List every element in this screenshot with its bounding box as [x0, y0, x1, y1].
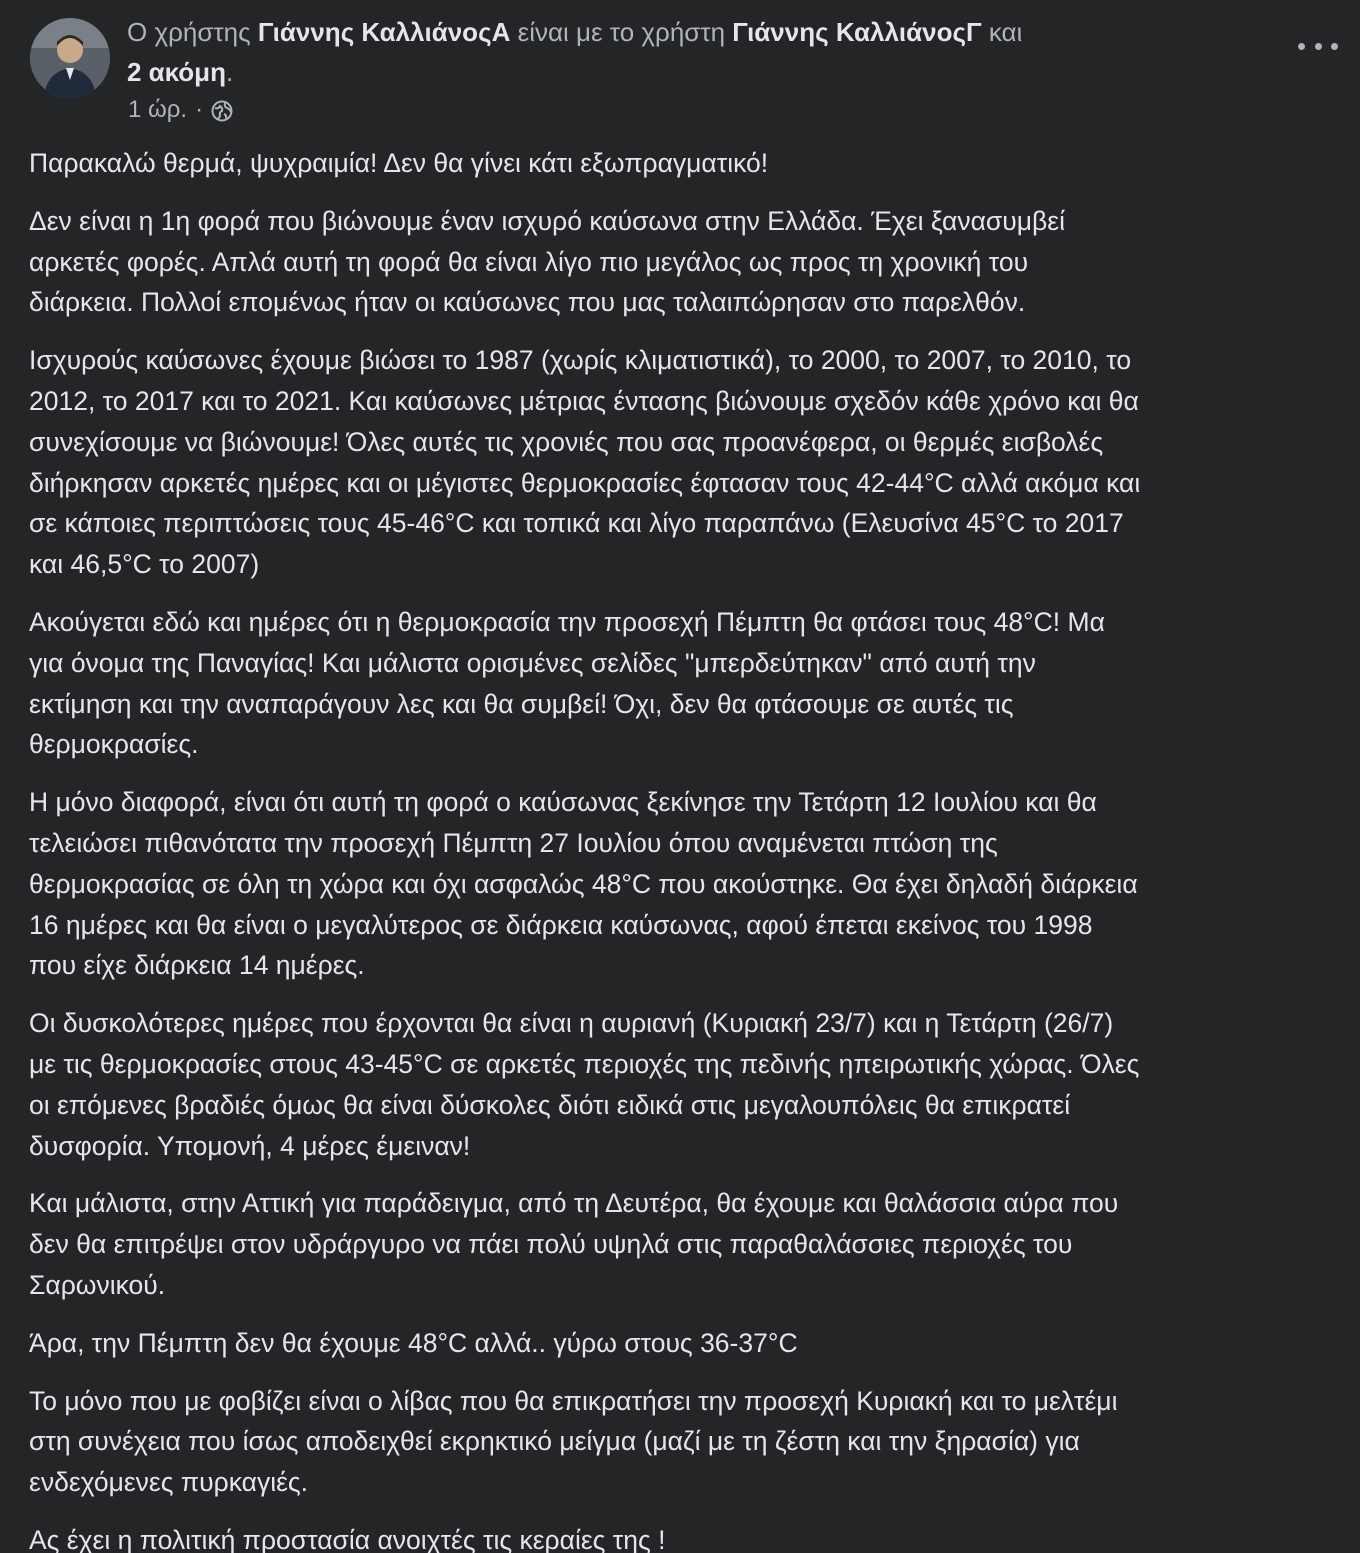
more-dot: [1315, 43, 1322, 50]
post-headline: [127, 12, 1227, 92]
meta-separator: ·: [195, 96, 204, 123]
post-paragraph: Το μόνο που με φοβίζει είναι ο λίβας που θα επικρατήσει την προσεχή Κυριακή και το μελτέμι στη συνέχεια που ίσως αποδειχθεί εκρηκτικό μείγμα (μαζί με τη ζέστη και την ξηρασία) για ενδεχόμενες πυρκαγιές.: [29, 1385, 1118, 1498]
post-paragraph: Ισχυρούς καύσωνες έχουμε βιώσει το 1987 (χωρίς κλιματιστικά), το 2000, το 2007, το 2010, το 2012, το 2017 και το 2021. Και καύσωνες μέτριας έντασης βιώνουμε σχεδόν κάθε χρόνο και θα συνεχίσουμε να βιώνουμε! Όλες αυτές τις χρονιές που σας προανέφερα, οι θερμές εισβολές διήρκησαν αρκετές ημέρες και οι μέγιστες θερμοκρασίες έφτασαν τους 42-44°C αλλά ακόμα και σε κάποιες περιπτώσεις τους 45-46°C και τοπικά και λίγο παραπάνω (Ελευσίνα 45°C το 2017 και 46,5°C το 2007): [29, 345, 1141, 580]
post-paragraph: Ας έχει η πολιτική προστασία ανοιχτές τις κεραίες της !: [29, 1524, 666, 1553]
more-dot: [1331, 43, 1338, 50]
post-paragraph: Η μόνο διαφορά, είναι ότι αυτή τη φορά ο καύσωνας ξεκίνησε την Τετάρτη 12 Ιουλίου και θα τελειώσει πιθανότατα την προσεχή Πέμπτη 27 Ιουλίου όπου αναμένεται πτώση της θερμοκρασίας σε όλη τη χώρα και όχι ασφαλώς 48°C που ακούστηκε. Θα έχει δηλαδή διάρκεια 16 ημέρες και θα είναι ο μεγαλύτερος σε διάρκεια καύσωνας, αφού έπεται εκείνος του 1998 που είχε διάρκεια 14 ημέρες.: [29, 787, 1138, 981]
post-paragraph: Οι δυσκολότερες ημέρες που έρχονται θα είναι η αυριανή (Κυριακή 23/7) και η Τετάρτη (26/7) με τις θερμοκρασίες στους 43-45°C σε αρκετές περιοχές της πεδινής ηπειρωτικής χώρας. Όλες οι επόμενες βραδιές όμως θα είναι δύσκολες διότι ειδικά στις μεγαλουπόλεις θα επικρατεί δυσφορία. Υπομονή, 4 μέρες έμειναν!: [29, 1008, 1140, 1161]
post-paragraph: Παρακαλώ θερμά, ψυχραιμία! Δεν θα γίνει κάτι εξωπραγματικό!: [29, 148, 769, 178]
headline-period: .: [225, 57, 234, 87]
headline-middle: είναι με το χρήστη: [510, 17, 733, 47]
post-body: [29, 143, 1349, 1553]
headline-and: και: [981, 17, 1023, 47]
post-paragraph: Δεν είναι η 1η φορά που βιώνουμε έναν ισχυρό καύσωνα στην Ελλάδα. Έχει ξανασυμβεί αρκετές φορές. Απλά αυτή τη φορά θα είναι λίγο πιο μεγάλος ως προς τη χρονική του διάρκεια. Πολλοί επομένως ήταν οι καύσωνες που μας ταλαιπώρησαν στο παρελθόν.: [29, 205, 1065, 318]
more-options-icon[interactable]: [1298, 34, 1338, 58]
more-dot: [1298, 43, 1305, 50]
post-header: [0, 0, 1360, 135]
headline-prefix: Ο χρήστης: [127, 17, 258, 47]
avatar[interactable]: [30, 18, 110, 98]
post-paragraph: Άρα, την Πέμπτη δεν θα έχουμε 48°C αλλά.. γύρω στους 36-37°C: [29, 1327, 798, 1358]
others-link[interactable]: 2 ακόμη: [127, 57, 226, 87]
post-paragraph: Ακούγεται εδώ και ημέρες ότι η θερμοκρασία την προσεχή Πέμπτη θα φτάσει τους 48°C! Μα για όνομα της Παναγίας! Και μάλιστα ορισμένες σελίδες "μπερδεύτηκαν" από αυτή την εκτίμηση και την αναπαράγουν λες και θα συμβεί! Όχι, δεν θα φτάσουμε σε αυτές τις θερμοκρασίες.: [29, 606, 1105, 760]
post-meta: [128, 94, 233, 126]
tagged-user-link[interactable]: Γιάννης ΚαλλιάνοςΓ: [732, 17, 982, 47]
author-name-link[interactable]: Γιάννης ΚαλλιάνοςΑ: [257, 17, 511, 47]
post-timestamp[interactable]: 1 ώρ.: [128, 96, 188, 123]
globe-icon[interactable]: [211, 99, 233, 121]
post-paragraph: Και μάλιστα, στην Αττική για παράδειγμα, από τη Δευτέρα, θα έχουμε και θαλάσσια αύρα που δεν θα επιτρέψει στον υδράργυρο να πάει πολύ υψηλά στις παραθαλάσσιες περιοχές του Σαρωνικού.: [29, 1188, 1119, 1300]
